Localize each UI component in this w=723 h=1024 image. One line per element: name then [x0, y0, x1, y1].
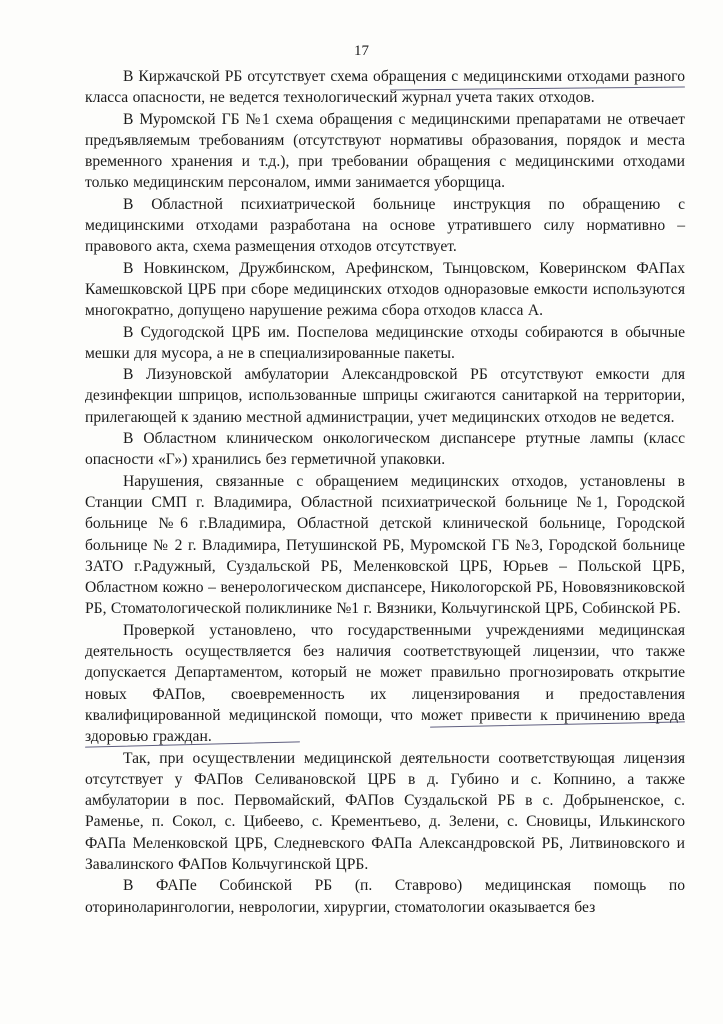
paragraph-kameshkovo-fap: В Новкинском, Дружбинском, Арефинском, Тынцовском, Коверинском ФАПах Камешковской ЦРБ при сборе медицинских отходов одноразовые емкости используются многократно, допущено нарушение режима сбора отходов класса А. [85, 259, 685, 320]
paragraph-oncology: В Областном клиническом онкологическом диспансере ртутные лампы (класс опасности «Г») хранились без герметичной упаковки. [85, 430, 685, 469]
paragraph-murom: В Муромской ГБ №1 схема обращения с медицинскими препаратами не отвечает предъявляемым требованиям (отсутствуют нормативы образования, порядок и места временного хранения и т.д.), при требовании обращения с медицинскими отходами только медицинским персоналом, имми занимается уборщица. [85, 110, 685, 192]
paragraph-sudogda: В Судогодской ЦРБ им. Поспелова медицинские отходы собираются в обычные мешки для мусора, а не в специализированные пакеты. [85, 323, 685, 362]
paragraph-violations-list: Нарушения, связанные с обращением медицинских отходов, установлены в Станции СМП г. Владимира, Областной психиатрической больнице №1, Городской больнице №6 г.Владимира, Областной детской клинической больнице, Городской больнице № 2 г. Владимира, Петушинской РБ, Муромской ГБ №3, Городской больнице ЗАТО г.Радужный, Суздальской РБ, Меленковской ЦРБ, Юрьев – Польской ЦРБ, Областном кожно – венерологическом диспансере, Никологорской РБ, Нововязниковской РБ, Стоматологической поликлинике №1 г. Вязники, Кольчугинской ЦРБ, Собинской РБ. [85, 472, 685, 618]
paragraph-psychiatric-hospital: В Областной психиатрической больнице инструкция по обращению с медицинскими отходами разработана на основе утратившего силу нормативно – правового акта, схема размещения отходов отсутствует. [85, 195, 685, 256]
paragraph-lizunovo: В Лизуновской амбулатории Александровской РБ отсутствуют емкости для дезинфекции шприцов, использованные шприцы сжигаются санитаркой на территории, прилегающей к зданию местной администрации, учет медицинских отходов не ведется. [85, 366, 685, 426]
document-body [85, 66, 685, 918]
paragraph-sobinka-fap: В ФАПе Собинской РБ (п. Ставрово) медицинская помощь по оториноларингологии, неврологии, хирургии, стоматологии оказывается без [85, 877, 685, 916]
paragraph-license-finding: Проверкой установлено, что государственными учреждениями медицинская деятельность осуществляется без наличия соответствующей лицензии, что также допускается Департаментом, который не может правильно прогнозировать открытие новых ФАПов, своевременность их лицензирования и предоставления квалифицированной медицинской помощи, что может привести к причинению вреда здоровью граждан. [85, 621, 685, 746]
page-number: 17 [354, 43, 369, 59]
paragraph-missing-licenses: Так, при осуществлении медицинской деятельности соответствующая лицензия отсутствует у ФАПов Селивановской ЦРБ в д. Губино и с. Копнино, а также амбулатории в пос. Первомайский, ФАПов Суздальской РБ в с. Добрыненское, с. Раменье, п. Сокол, с. Цибеево, с. Крементьево, д. Зелени, с. Сновицы, Илькинского ФАПа Меленковской ЦРБ, Следневского ФАПа Александровской РБ, Литвиновского и Завалинского ФАПов Кольчугинской ЦРБ. [85, 749, 685, 873]
paragraph-kirzhach: В Киржачской РБ отсутствует схема обращения с медицинскими отходами разного класса опасности, не ведется технологический журнал учета таких отходов. [85, 68, 685, 107]
